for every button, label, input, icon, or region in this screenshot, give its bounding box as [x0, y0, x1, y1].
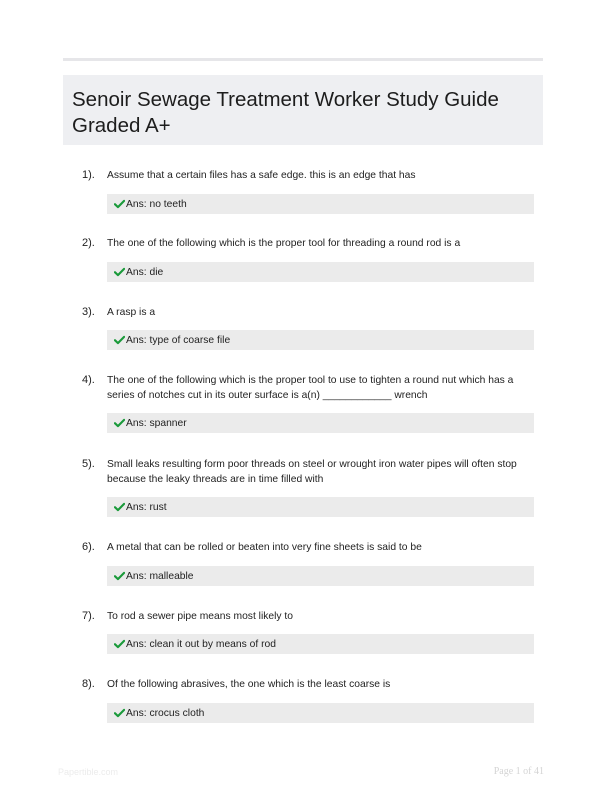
- question-number: 3).: [82, 306, 95, 318]
- question-number: 2).: [82, 237, 95, 249]
- answer-box: [107, 194, 534, 214]
- answer-text: Ans: rust: [126, 502, 167, 513]
- answer-box: [107, 703, 534, 723]
- header-divider: [63, 58, 543, 61]
- question-number: 6).: [82, 541, 95, 553]
- check-icon: [114, 708, 125, 718]
- check-icon: [114, 639, 125, 649]
- footer-watermark: Papertible.com: [58, 767, 119, 777]
- answer-text: Ans: crocus cloth: [126, 708, 205, 719]
- question-number: 8).: [82, 678, 95, 690]
- title-block: [63, 75, 543, 145]
- question-number: 7).: [82, 610, 95, 622]
- page-number: Page 1 of 41: [493, 766, 544, 777]
- check-icon: [114, 199, 125, 209]
- answer-text: Ans: malleable: [126, 571, 194, 582]
- answer-box: [107, 497, 534, 517]
- check-icon: [114, 335, 125, 345]
- answer-text: Ans: clean it out by means of rod: [126, 639, 276, 650]
- question-text: To rod a sewer pipe means most likely to: [107, 611, 293, 622]
- question-text: Of the following abrasives, the one which is the least coarse is: [107, 679, 391, 690]
- answer-text: Ans: no teeth: [126, 199, 187, 210]
- answer-box: [107, 566, 534, 586]
- answer-box: [107, 634, 534, 654]
- page-title: Senoir Sewage Treatment Worker Study Guide Graded A+: [72, 88, 499, 137]
- answer-box: [107, 262, 534, 282]
- question-number: 5).: [82, 458, 95, 470]
- check-icon: [114, 571, 125, 581]
- answer-box: [107, 330, 534, 350]
- question-number: 4).: [82, 374, 95, 386]
- question-text: The one of the following which is the proper tool to use to tighten a round nut which has a series of notches cut in its outer surface is a(n) ____________ wrench: [107, 375, 514, 401]
- answer-box: [107, 413, 534, 433]
- check-icon: [114, 418, 125, 428]
- check-icon: [114, 267, 125, 277]
- question-number: 1).: [82, 169, 95, 181]
- question-text: Small leaks resulting form poor threads on steel or wrought iron water pipes will often stop because the leaky threads are in time filled with: [107, 459, 517, 485]
- answer-text: Ans: spanner: [126, 418, 187, 429]
- question-text: A rasp is a: [107, 307, 156, 318]
- answer-text: Ans: die: [126, 267, 164, 278]
- check-icon: [114, 502, 125, 512]
- answer-text: Ans: type of coarse file: [126, 335, 231, 346]
- question-text: Assume that a certain files has a safe edge. this is an edge that has: [107, 170, 416, 181]
- question-text: A metal that can be rolled or beaten into very fine sheets is said to be: [107, 542, 422, 553]
- question-text: The one of the following which is the proper tool for threading a round rod is a: [107, 238, 461, 249]
